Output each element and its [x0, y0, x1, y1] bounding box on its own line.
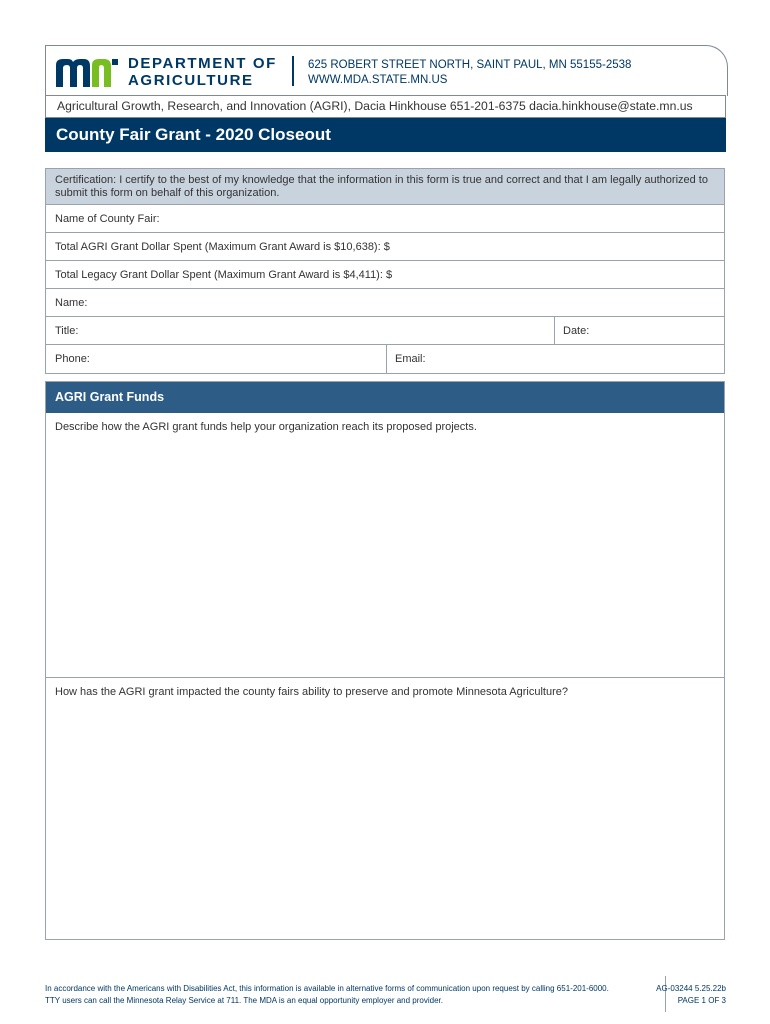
- department-name-line2: AGRICULTURE: [128, 72, 254, 89]
- date-label: Date:: [563, 325, 590, 337]
- page-footer: [45, 976, 726, 1016]
- county-fair-label: Name of County Fair:: [55, 213, 160, 225]
- agri-spent-field[interactable]: [46, 233, 724, 261]
- email-field[interactable]: [386, 345, 724, 373]
- address-block: [308, 58, 631, 88]
- header-divider: [292, 56, 294, 86]
- agri-question-2: How has the AGRI grant impacted the county fairs ability to preserve and promote Minnesota Agriculture?: [55, 686, 568, 698]
- name-field[interactable]: [46, 289, 724, 317]
- form-id-block: [626, 983, 726, 1007]
- certification-statement: Certification: I certify to the best of my knowledge that the information in this form is true and correct and that I am legally authorized to submit this form on behalf of this organization.: [46, 169, 724, 205]
- title-date-row: [46, 317, 724, 345]
- website-url: WWW.MDA.STATE.MN.US: [308, 74, 448, 86]
- ada-statement: In accordance with the Americans with Disabilities Act, this information is available in alternative forms of communication upon request by calling 651-201-6000. TTY users can call the Minnesota Relay Service at 711. The MDA is an equal opportunity employer and provider.: [45, 984, 609, 1005]
- title-label: Title:: [55, 325, 79, 337]
- agri-grant-section: [45, 381, 725, 940]
- department-name: [128, 55, 277, 89]
- street-address: 625 ROBERT STREET NORTH, SAINT PAUL, MN 55155-2538: [308, 59, 632, 71]
- title-field[interactable]: [55, 325, 78, 337]
- agri-question-2-field[interactable]: [46, 677, 724, 939]
- page-number: PAGE 1 OF 3: [677, 996, 726, 1005]
- form-title: County Fair Grant - 2020 Closeout: [45, 118, 726, 152]
- legacy-spent-field[interactable]: [46, 261, 724, 289]
- department-name-line1: DEPARTMENT OF: [128, 55, 277, 72]
- agri-question-1: Describe how the AGRI grant funds help your organization reach its proposed projects.: [55, 421, 477, 433]
- legacy-spent-label: Total Legacy Grant Dollar Spent (Maximum Grant Award is $4,411): $: [55, 269, 393, 281]
- email-label: Email:: [395, 353, 426, 365]
- agri-spent-label: Total AGRI Grant Dollar Spent (Maximum Grant Award is $10,638): $: [55, 241, 390, 253]
- agri-question-1-field[interactable]: [46, 413, 724, 677]
- phone-label: Phone:: [55, 353, 90, 365]
- form-id: AG-03244 5.25.22b: [656, 984, 726, 993]
- mn-logo-icon: [56, 57, 118, 87]
- phone-email-row: [46, 345, 724, 373]
- date-field[interactable]: [554, 317, 724, 344]
- contact-form-table: [45, 168, 725, 374]
- letterhead: [45, 45, 728, 96]
- name-label: Name:: [55, 297, 88, 309]
- agri-section-heading: AGRI Grant Funds: [46, 382, 724, 413]
- program-contact-line: Agricultural Growth, Research, and Innovation (AGRI), Dacia Hinkhouse 651-201-6375 dacia.hinkhouse@state.mn.us: [45, 95, 726, 118]
- county-fair-field[interactable]: [46, 205, 724, 233]
- phone-field[interactable]: [55, 353, 90, 365]
